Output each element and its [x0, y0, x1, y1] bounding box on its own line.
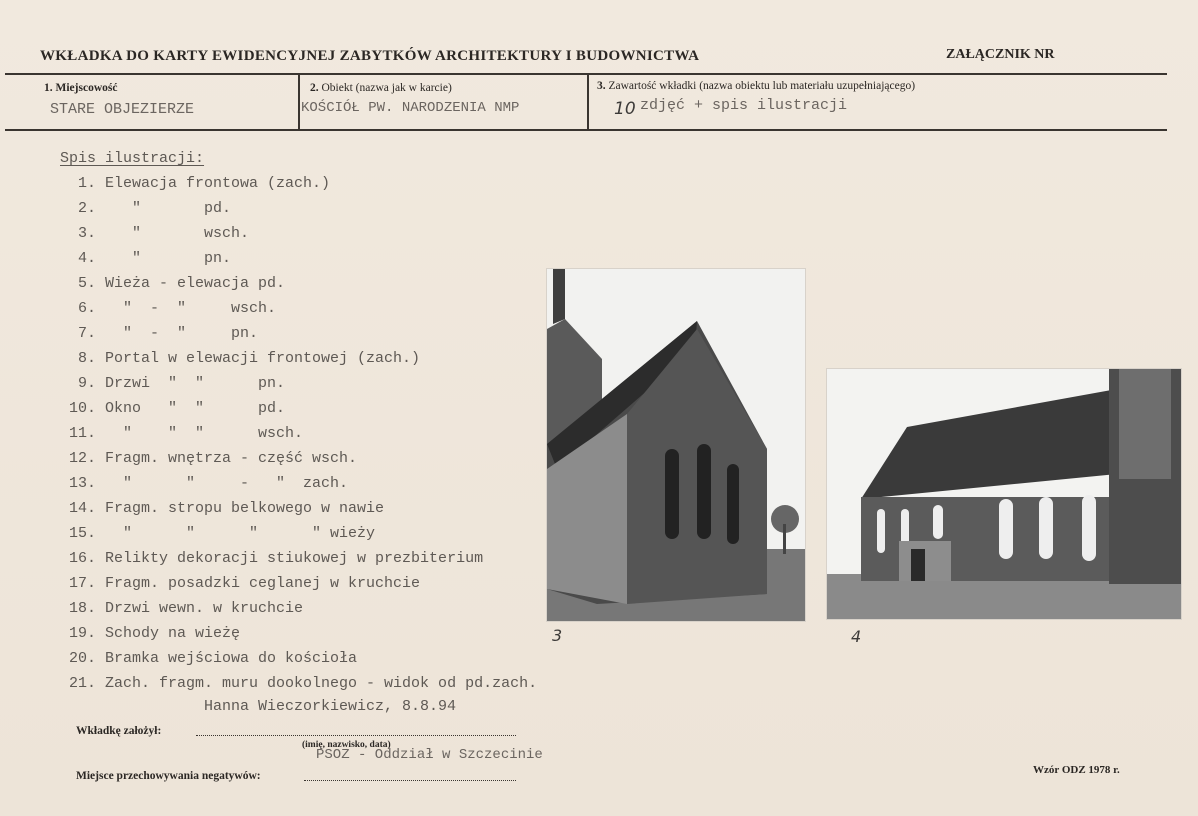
object-label-number: 2. [310, 82, 319, 94]
locality-value: STARE OBJEZIERZE [50, 101, 195, 118]
field-divider-1 [298, 75, 300, 131]
list-item: 5. Wieża - elewacja pd. [60, 275, 286, 292]
content-label-number: 3. [597, 80, 606, 92]
list-item: 20. Bramka wejściowa do kościoła [60, 650, 358, 667]
list-heading: Spis ilustracji: [60, 150, 205, 167]
annex-number-label: ZAŁĄCZNIK NR [946, 47, 1055, 62]
photo-4-caption: 4 [851, 627, 862, 646]
photo-3 [546, 268, 806, 622]
card-title: WKŁADKA DO KARTY EWIDENCYJNEJ ZABYTKÓW ARCHITEKTURY I BUDOWNICTWA [40, 48, 700, 64]
locality-label-number: 1. [44, 82, 53, 94]
founder-hint: (imię, nazwisko, data) [302, 740, 391, 750]
content-value: zdjęć + spis ilustracji [640, 97, 848, 114]
field-divider-2 [587, 75, 589, 131]
list-item: 21. Zach. fragm. muru dookolnego - widok od pd.zach. [60, 675, 538, 692]
content-label [597, 80, 915, 92]
object-label [310, 82, 452, 94]
list-item: 10. Okno " " pd. [60, 400, 286, 417]
locality-label [44, 82, 117, 94]
top-rule [5, 73, 1167, 75]
content-label-text: Zawartość wkładki (nazwa obiektu lub materiału uzupełniającego) [608, 80, 916, 92]
object-label-text: Obiekt (nazwa jak w karcie) [321, 82, 452, 94]
locality-label-text: Miejscowość [55, 82, 118, 94]
list-item: 1. Elewacja frontowa (zach.) [60, 175, 331, 192]
storage-line [304, 780, 516, 781]
list-item: 7. " - " pn. [60, 325, 259, 342]
list-item: 12. Fragm. wnętrza - część wsch. [60, 450, 358, 467]
storage-label: Miejsce przechowywania negatywów: [76, 770, 261, 782]
list-item: 4. " pn. [60, 250, 232, 267]
list-item: 2. " pd. [60, 200, 232, 217]
list-item: 6. " - " wsch. [60, 300, 277, 317]
list-item: 19. Schody na wieżę [60, 625, 241, 642]
list-item: 14. Fragm. stropu belkowego w nawie [60, 500, 385, 517]
fields-bottom-rule [5, 129, 1167, 131]
church-photo-east-gable-icon [547, 269, 805, 621]
content-count: 10 [614, 99, 636, 119]
founder-label: Wkładkę założył: [76, 725, 162, 737]
list-item: 11. " " " wsch. [60, 425, 304, 442]
list-item: 13. " " - " zach. [60, 475, 349, 492]
list-item: 15. " " " " wieży [60, 525, 376, 542]
list-item: 16. Relikty dekoracji stiukowej w prezbiterium [60, 550, 484, 567]
form-id: Wzór ODZ 1978 r. [1033, 764, 1120, 776]
list-item: 8. Portal w elewacji frontowej (zach.) [60, 350, 421, 367]
list-item: 18. Drzwi wewn. w kruchcie [60, 600, 304, 617]
founder-line [196, 735, 516, 736]
list-item: 9. Drzwi " " pn. [60, 375, 286, 392]
photo-4 [826, 368, 1182, 620]
object-value: KOŚCIÓŁ PW. NARODZENIA NMP [301, 100, 520, 116]
list-item: 17. Fragm. posadzki ceglanej w kruchcie [60, 575, 421, 592]
storage-value: PSOZ - Oddział w Szczecinie [316, 747, 543, 763]
photo-3-caption: 3 [552, 626, 563, 645]
church-photo-north-side-icon [827, 369, 1181, 619]
list-item: 3. " wsch. [60, 225, 250, 242]
list-author: Hanna Wieczorkiewicz, 8.8.94 [204, 698, 457, 715]
